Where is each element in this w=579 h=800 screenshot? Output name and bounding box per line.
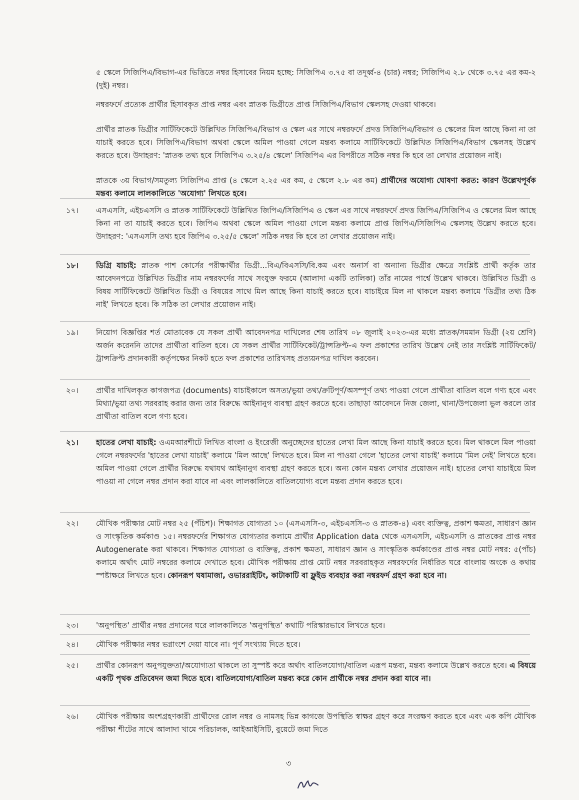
item-tail-bold: এ বিষয়ে একটি পৃথক প্রতিবেদন জমা দিতে হবে। বাতিলযোগ্য/বাতিল মন্তব্য করে কোন প্রার্থীকে নম্বর প্রদান করা যাবে না। xyxy=(96,661,537,683)
item-text: ওএমআরশীটে লিখিত বাংলা ও ইংরেজী অনুচ্ছেদের হাতের লেখা মিল আছে কিনা যাচাই করতে হবে। মিল থাকলে মিল পাওয়া গেলে নম্বরফর্দের 'হাতের লেখা যাচাই' কলামে 'মিল আছে' লিখতে হবে। মিল না পাওয়া গেলে 'হাতের লেখা যাচাই' কলামে 'মিল নেই' লিখতে হবে। অমিল পাওয়া গেলে প্রার্থীর বিরুদ্ধে যথাযথ আইনানুগ ব্যবস্থা গ্রহণ করতে হবে। অন্য কোন মন্তব্য লেখার প্রয়োজন নাই। হাতের লেখা যাচাইয়ে মিল পাওয়া না গেলে নম্বর প্রদান করা যাবে না এবং লালকালিতে বাতিলযোগ্য বলে মন্তব্য প্রদান করতে হবে। xyxy=(96,438,536,486)
divider xyxy=(60,654,530,655)
divider xyxy=(60,321,530,322)
item-paragraph xyxy=(96,659,536,685)
item-number: ২১। xyxy=(66,438,79,447)
intro-paragraph-2: নম্বরফর্দে প্রত্যেক প্রার্থীর হিসাবকৃত প্রাপ্ত নম্বর এবং স্নাতক ডিগ্রীতে প্রাপ্ত সিজিপিএ/বিভাগ স্কেলসহ দেওয়া থাকবে। xyxy=(96,100,436,109)
item-tail-bold: কোনরূপ ঘষামাজা, ওভাররাইটিং, কাটাকাটি বা ফ্লুইড ব্যবহার করা নম্বরফর্দ গ্রহণ করা হবে না। xyxy=(167,571,447,580)
divider xyxy=(60,379,530,380)
item-number: ১৭। xyxy=(66,206,79,215)
item-number: ২৩। xyxy=(66,621,79,630)
item-number: ২৬। xyxy=(66,712,79,721)
item-text: এসএসসি, এইচএসসি ও স্নাতক সার্টিফিকেটে উল্লিখিত জিপিএ/সিজিপিএ ও স্কেল এর সাথে নম্বরফর্দে প্রদত্ত জিপিএ/সিজিপিএ ও স্কেলের মিল আছে কিনা না তা যাচাই করতে হবে। জিপিএ অথবা স্কেলে অমিল পাওয়া গেলে মন্তব্য কলামে প্রাপ্ত জিপিএ/সিজিপিএ স্কেলসহ উল্লেখ করতে হবে। উদাহরণ: 'এসএসসি তথ্য হবে জিপিএ ৩.২৫/৫ স্কেলে' সঠিক নম্বর কি হবে তা লেখার প্রয়োজন নাই। xyxy=(96,206,536,241)
item-paragraph xyxy=(96,436,536,488)
item-number: ২০। xyxy=(66,386,79,395)
intro-paragraph-4-normal: স্নাতকে ৩য় বিভাগ/সমতুল্য সিজিপিএ প্রাপ্ত (৪ স্কেলে ২.২৫ এর কম, ৫ স্কেলে ২.৮ এর কম) xyxy=(96,176,381,185)
item-text: মৌখিক পরীক্ষার মোট নম্বর ২৫ (পঁচিশ)। শিক্ষাগত যোগ্যতা ১০ (এসএসসি-৩, এইচএসসি-৩ ও স্নাতক-৪) এবং ব্যক্তিত্ব, প্রকাশ ক্ষমতা, সাধারণ জ্ঞান ও সাংস্কৃতিক কর্মকাণ্ড ১৫। নম্বরফর্দের শিক্ষাগত যোগ্যতার কলামে প্রার্থীর Application data থেকে এসএসসি, এইচএসসি ও স্নাতকের প্রাপ্ত নম্বর Autogenerate করা থাকবে। শিক্ষাগত যোগ্যতা ও ব্যক্তিত্ব, প্রকাশ ক্ষমতা, সাধারণ জ্ঞান ও সাংস্কৃতিক কর্মকাণ্ডের প্রাপ্ত নম্বর মোট নম্বর: ৫(পাঁচ) কলামে অর্থাৎ মোট নম্বরের কলামে দেখাতে হবে। মৌখিক পরীক্ষায় প্রাপ্ত মোট নম্বর সরবরাহকৃত নম্বরফর্দের নির্ধারিত ঘরে বাংলায় অংকে ও কথায় স্পষ্টাক্ষরে লিখতে হবে। xyxy=(96,519,536,580)
item-paragraph xyxy=(96,517,536,582)
item-text: মৌখিক পরীক্ষায় অংশগ্রহণকারী প্রার্থীদের রোল নম্বর ও নামসহ ভিন্ন কাগজে উপস্থিতি স্বাক্ষর গ্রহণ করে সংরক্ষণ করতে হবে এবং এক কপি মৌখিক পরীক্ষা শীটের সাথে আলাদা খামে পরিচালক, আইআইসিটি, বুয়েটে জমা দিতে xyxy=(96,712,536,734)
item-text: নিয়োগ বিজ্ঞপ্তির শর্ত মোতাবেক যে সকল প্রার্থী আবেদনপত্র দাখিলের শেষ তারিখ ০৮ জুলাই ২০২৩-এর মধ্যে স্নাতক/সমমান ডিগ্রী (২য় শ্রেণি) অর্জন করেননি তাদের প্রার্থীতা বাতিল হবে। যে সকল প্রার্থীর সার্টিফিকেট/ট্রান্সক্রিপ্ট-এ ফল প্রকাশের তারিখ উল্লেখ নেই তার সংশ্লিষ্ট সার্টিফিকেট/ট্রান্সক্রিপ্ট প্রদানকারী কর্তৃপক্ষের নিকট হতে ফল প্রকাশের তারিখসহ প্রত্যয়নপত্র দাখিল করবেন। xyxy=(96,328,536,363)
intro-paragraph-3: প্রার্থীর স্নাতক ডিগ্রীর সার্টিফিকেটে উল্লিখিত সিজিপিএ/বিভাগ ও স্কেল এর সাথে নম্বরফর্দে প্রদত্ত সিজিপিএ/বিভাগ ও স্কেলের মিল আছে কিনা না তা যাচাই করতে হবে। সিজিপিএ/বিভাগ অথবা স্কেলে অমিল পাওয়া গেলে মন্তব্য কলামে সার্টিফিকেটে উল্লিখিত সিজিপিএ/বিভাগ স্কেলসহ উল্লেখ করতে হবে। উদাহরণ: 'স্নাতক তথ্য হবে সিজিপিএ ৩.২৫/৪ স্কেলে' সিজিপিএ এর বিপরীতে সঠিক নম্বর কি হবে তা লেখার প্রয়োজন নাই। xyxy=(96,125,536,160)
divider xyxy=(60,634,530,635)
item-number: ২৫। xyxy=(66,661,79,670)
item-lead: ডিগ্রি যাচাই: xyxy=(96,261,142,270)
intro-paragraph-4-bold: প্রার্থীদের অযোগ্য ঘোষণা করত: কারণ উল্লেখপূর্বক মন্তব্য কলামে লালকালিতে 'অযোগ্য' লিখতে হবে। xyxy=(96,176,536,198)
item-lead: হাতের লেখা যাচাই: xyxy=(96,438,160,447)
item-text: প্রার্থীর কোনরূপ অনুপযুক্ততা/অযোগ্যতা থাকলে তা সুস্পষ্ট করে অর্থাৎ বাতিলযোগ্য/বাতিল এরূপ মন্তব্য, মন্তব্য কলামে উল্লেখ করতে হবে। xyxy=(96,661,507,670)
item-number: ২৪। xyxy=(66,640,79,649)
divider xyxy=(60,431,530,432)
item-text: স্নাতক পাশ কোর্সের পরীক্ষার্থীর ডিগ্রী...বিএ/বিএসসি/বি.কম এবং অনার্স বা অন্যান্য ডিগ্রীর ক্ষেত্রে সংশ্লিষ্ট প্রার্থী কর্তৃক তার আবেদনপত্রে উল্লিখিত ডিগ্রীর নাম নম্বরফর্দের সাথে সংযুক্ত ফরমে (আলাদা একটি তালিকা) তাঁর নামের পার্শ্বে উল্লেখ থাকবে। উল্লিখিত ডিগ্রী ও বিষয় সার্টিফিকেটে উল্লিখিত ডিগ্রী ও বিষয়ের সাথে মিল আছে কিনা যাচাই করতে হবে। যাচাইয়ে মিল না থাকলে মন্তব্য কলামে 'ডিগ্রীর তথ্য ঠিক নাই' লিখতে হবে। কি সঠিক তা লেখার প্রয়োজন নাই। xyxy=(96,261,536,309)
divider xyxy=(60,614,530,615)
item-number: ২২। xyxy=(66,519,79,528)
handwritten-initials-icon xyxy=(296,776,320,794)
intro-paragraph-1: ৫ স্কেলে সিজিপিএ/বিভাগ-এর ভিত্তিতে নম্বর হিসাবের নিয়ম হচ্ছে: সিজিপিএ ৩.৭৫ বা তদূর্ধ্ব-৪ (চার) নম্বর; সিজিপিএ ২.৮ থেকে ৩.৭৫ এর কম-২ (দুই) নম্বর। xyxy=(96,68,536,90)
item-number: ১৮। xyxy=(66,261,79,270)
item-number: ১৯। xyxy=(66,328,79,337)
item-text: প্রার্থীর দাখিলকৃত কাগজপত্র (documents) যাচাইকালে অসত্য/ভুয়া তথ্য/ক্রটিপূর্ণ/অসম্পূর্ণ তথ্য পাওয়া গেলে প্রার্থীতা বাতিল বলে গণ্য হবে এবং মিথ্যা/ভুয়া তথ্য সরবরাহ করার জন্য তার বিরুদ্ধে আইনানুগ ব্যবস্থা গ্রহণ করতে হবে। তাছাড়া আবেদনে নিজ জেলা, থানা/উপজেলা ভুল করলে তার প্রার্থীতা বাতিল বলে গণ্য হবে। xyxy=(96,386,536,421)
divider xyxy=(60,705,530,706)
divider xyxy=(60,254,530,255)
intro-paragraph-4 xyxy=(96,174,536,200)
item-text: মৌখিক পরীক্ষার নম্বর ভগ্নাংশে দেয়া যাবে না। পূর্ণ সংখ্যায় দিতে হবে। xyxy=(96,640,301,649)
divider xyxy=(60,512,530,513)
divider xyxy=(60,198,530,199)
page-number: ৩ xyxy=(286,759,292,768)
item-text: 'অনুপস্থিত' প্রার্থীর নম্বর প্রদানের ঘরে লালকালিতে 'অনুপস্থিত' কথাটি পরিস্কারভাবে লিখতে হবে। xyxy=(96,621,386,630)
item-paragraph xyxy=(96,259,536,311)
